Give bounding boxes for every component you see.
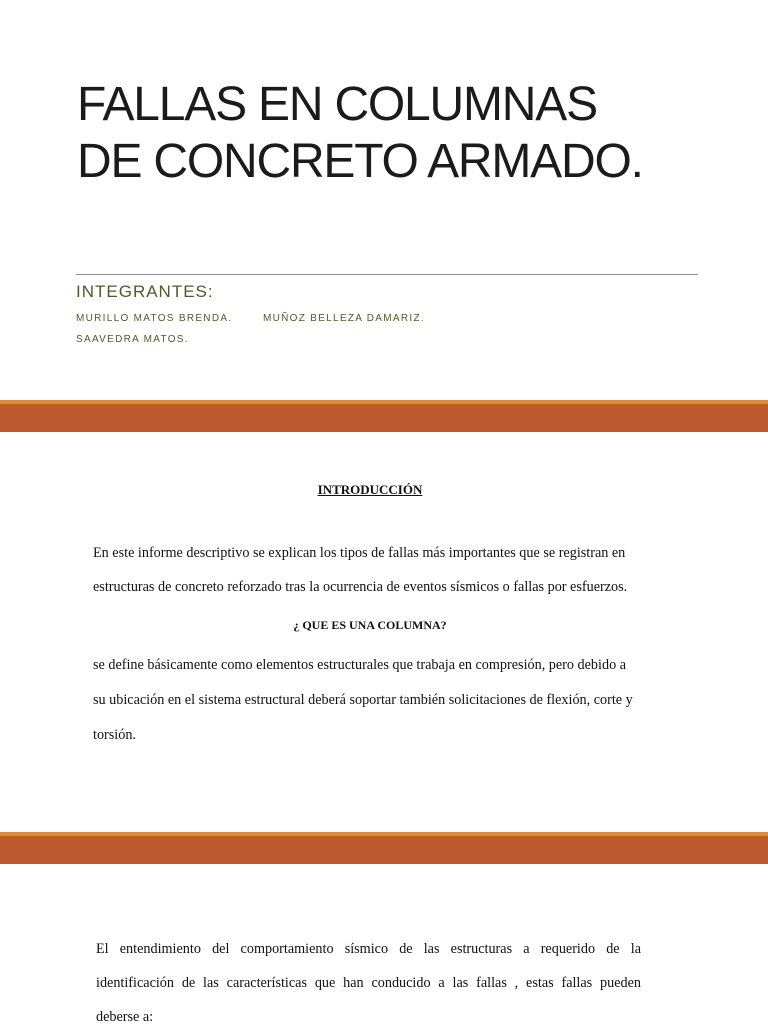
title-line-2: DE CONCRETO ARMADO. bbox=[77, 135, 643, 188]
divider-rule bbox=[76, 274, 698, 275]
entendimiento-paragraph bbox=[96, 974, 641, 992]
slide-title bbox=[77, 76, 737, 190]
integrantes-label: INTEGRANTES: bbox=[76, 282, 214, 301]
introduccion-heading: INTRODUCCIÓN bbox=[317, 482, 423, 497]
que-es-line: torsión. bbox=[93, 727, 136, 743]
member-name: MURILLO MATOS BRENDA. bbox=[76, 313, 233, 324]
entendimiento-line: deberse a: bbox=[96, 1009, 154, 1025]
member-name: MUÑOZ BELLEZA DAMARIZ. bbox=[263, 313, 425, 324]
intro-line: En este informe descriptivo se explican los tipos de fallas más importantes que se registran en bbox=[93, 545, 626, 561]
section-band bbox=[0, 836, 768, 864]
que-es-line: su ubicación en el sistema estructural deberá soportar también solicitaciones de flexión, corte y bbox=[93, 692, 633, 708]
intro-line: estructuras de concreto reforzado tras la ocurrencia de eventos sísmicos o fallas por esfuerzos. bbox=[93, 579, 628, 595]
que-es-line: se define básicamente como elementos estructurales que trabaja en compresión, pero debido a bbox=[93, 657, 627, 673]
section-band bbox=[0, 404, 768, 432]
member-name: SAAVEDRA MATOS. bbox=[76, 334, 189, 345]
entendimiento-paragraph bbox=[96, 940, 641, 958]
que-es-heading: ¿ QUE ES UNA COLUMNA? bbox=[293, 618, 447, 632]
entendimiento-line: identificación de las características que han conducido a las fallas , estas fallas pueden bbox=[96, 975, 641, 991]
title-line-1: FALLAS EN COLUMNAS bbox=[77, 78, 597, 131]
entendimiento-line: El entendimiento del comportamiento sísmico de las estructuras a requerido de la bbox=[96, 941, 641, 957]
